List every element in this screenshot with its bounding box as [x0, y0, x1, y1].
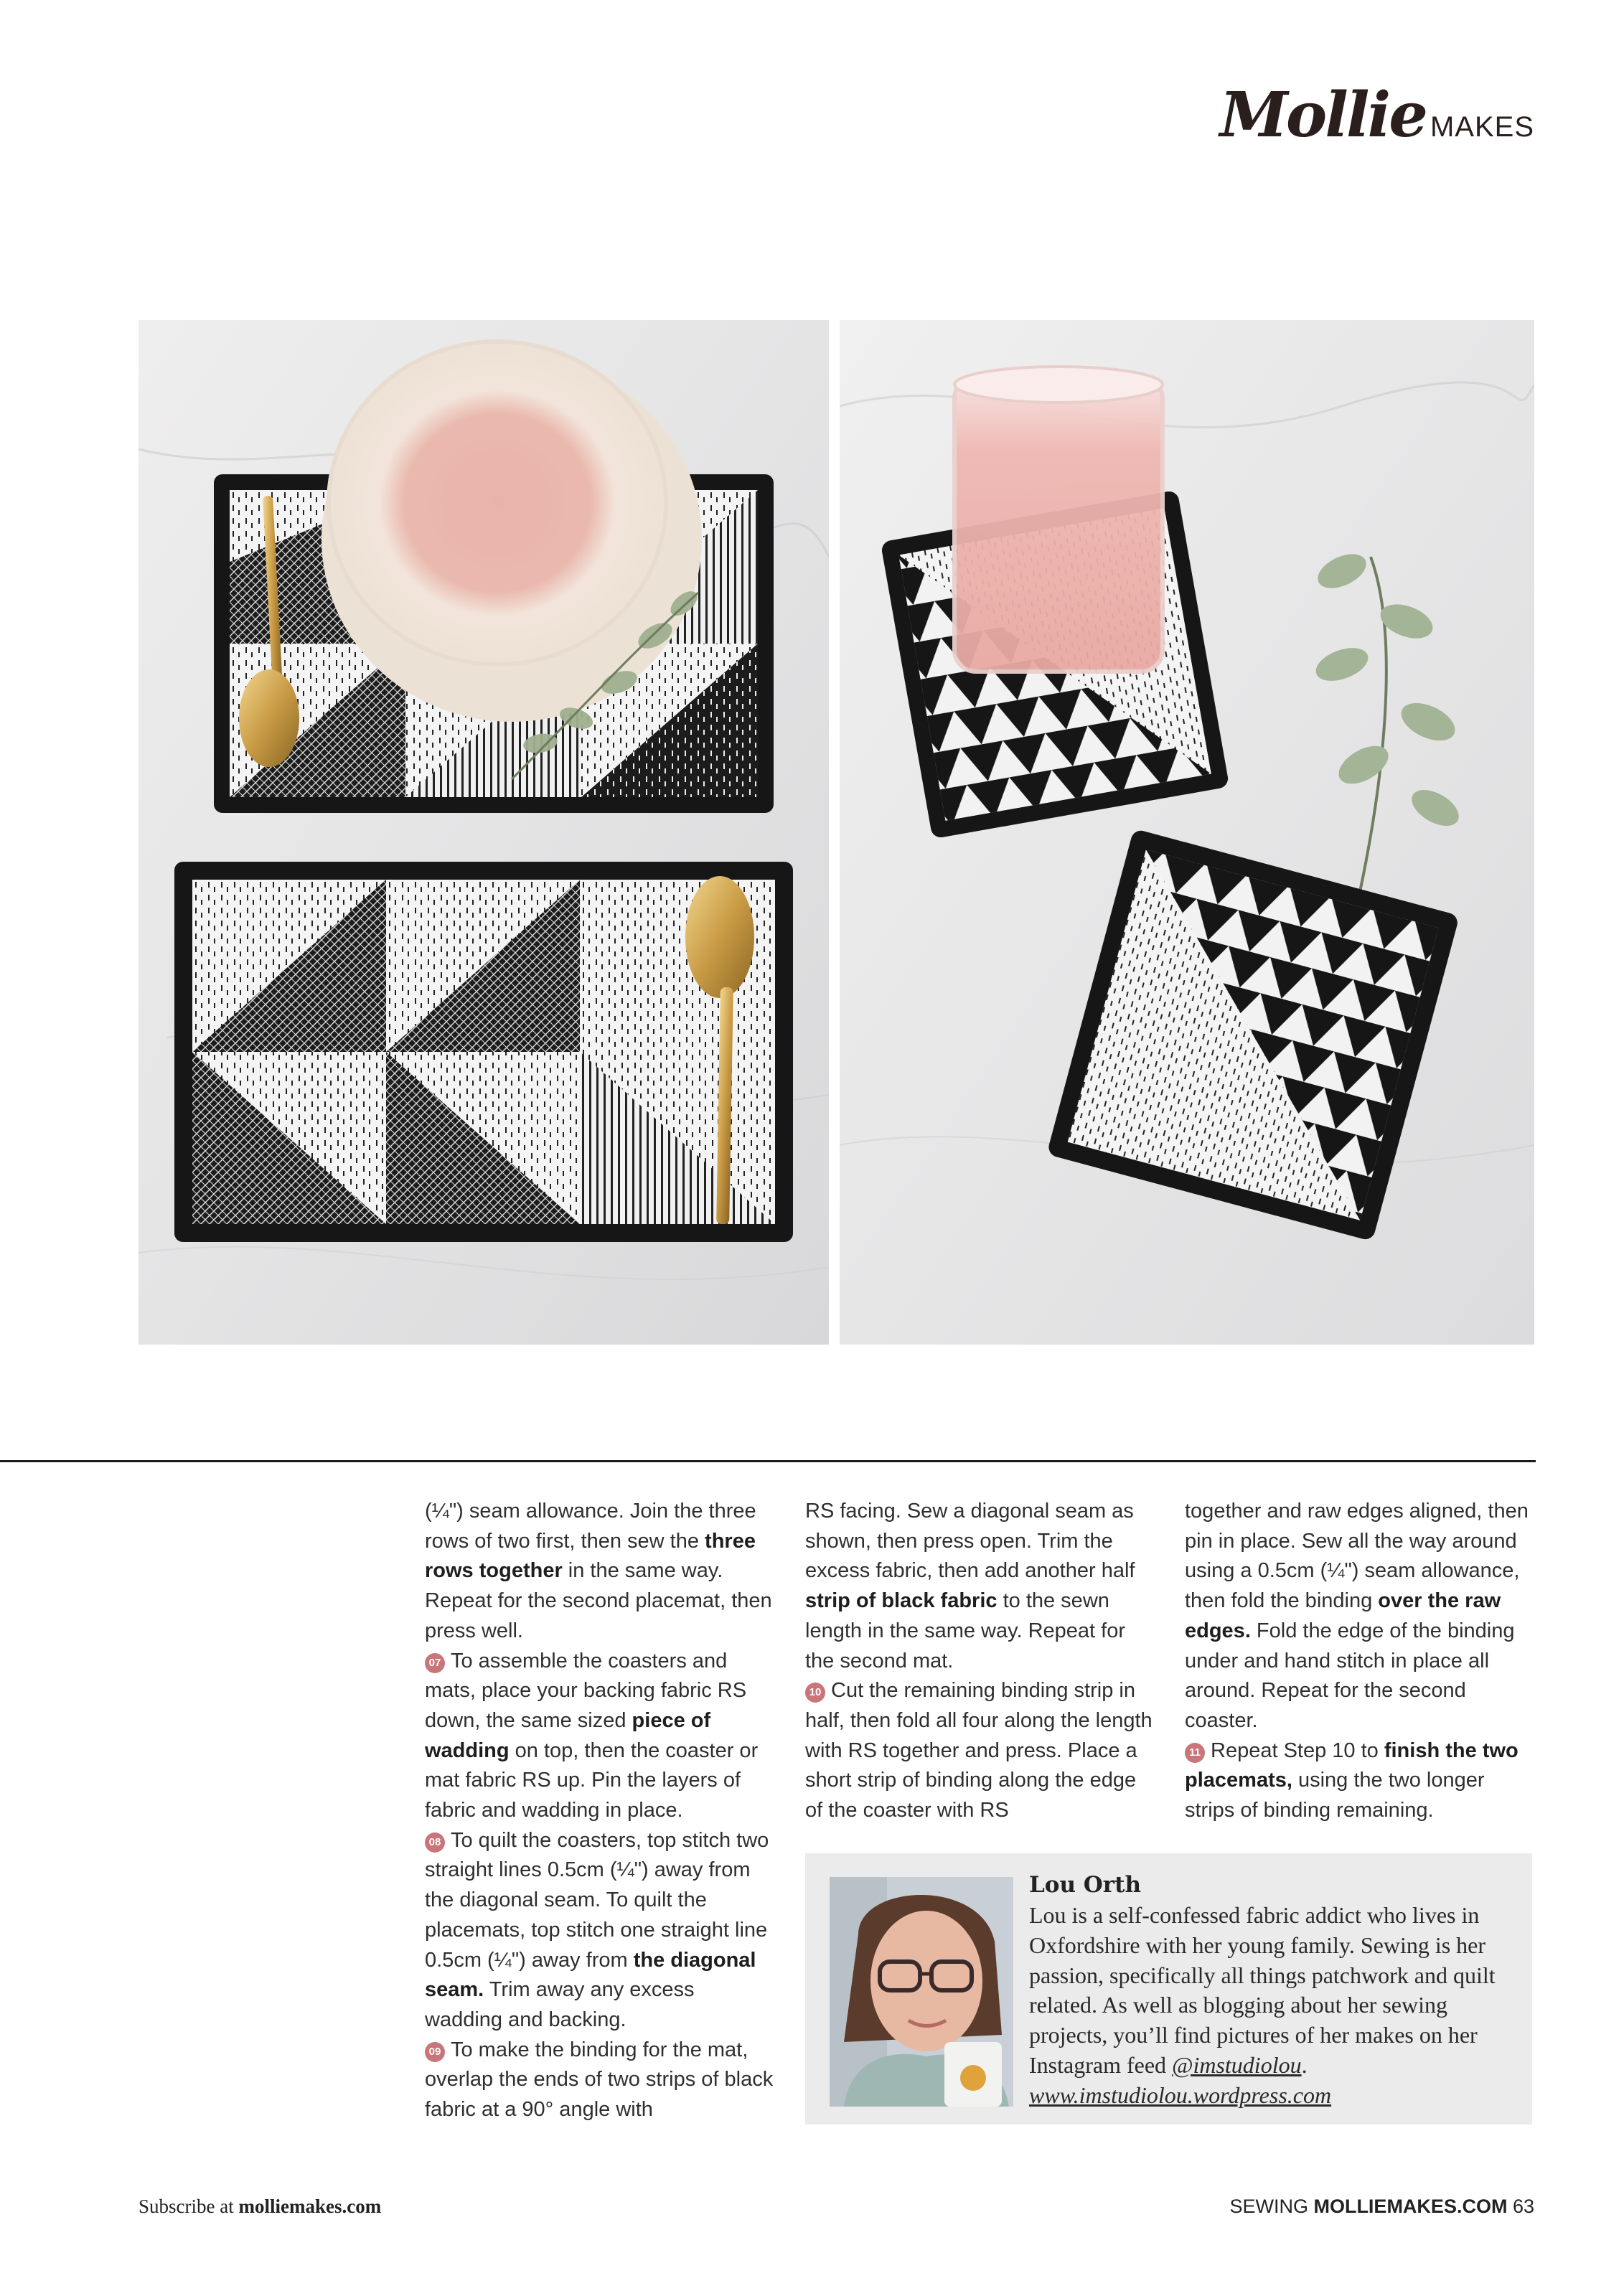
instruction-text: (¼") seam allowance. Join the three rows of two first, then sew the [425, 1500, 756, 1553]
page-number: 63 [1507, 2196, 1534, 2217]
instruction-text: together and raw edges aligned, then pin in place. Sew all the way around using a 0.5cm (¼") seam allowance, then fold the binding [1185, 1500, 1529, 1613]
page-footer [1229, 2196, 1534, 2218]
placemats-photo [139, 320, 829, 1345]
instruction-paragraph [425, 1497, 776, 2125]
author-bio-box [805, 1853, 1532, 2125]
bold-phrase: the diagonal seam. [425, 1948, 756, 2002]
instruction-text: using the two longer strips of binding remaining. [1185, 1769, 1485, 1822]
instruction-text: Cut the remaining binding strip in half, then fold all four along the length with RS together and press. Place a short strip of binding along the edge of the coaster with RS [805, 1679, 1153, 1822]
step-number-badge: 11 [1185, 1743, 1205, 1763]
section-label: SEWING [1229, 2196, 1314, 2217]
site-label: MOLLIEMAKES.COM [1313, 2196, 1508, 2217]
step-number-badge: 09 [425, 2042, 445, 2062]
bold-phrase: over the raw edges. [1185, 1589, 1501, 1642]
instruction-text: on top, then the coaster or mat fabric RS up. Pin the layers of fabric and wadding in place. [425, 1739, 759, 1822]
instructions-column-3 [1185, 1497, 1536, 1826]
instagram-link[interactable]: @imstudiolou [1172, 2051, 1302, 2078]
bio-period: . [1301, 2051, 1308, 2078]
instruction-text: To make the binding for the mat, overlap the ends of two strips of black fabric at a 90° angle with [425, 2038, 774, 2122]
step-number-badge: 07 [425, 1653, 445, 1673]
bold-phrase: three rows together [425, 1529, 756, 1583]
instruction-text: to the sewn length in the same way. Repeat for the second mat. [805, 1589, 1125, 1672]
author-bio-text [1029, 1901, 1517, 2111]
author-name: Lou Orth [1029, 1872, 1141, 1898]
website-link[interactable]: www.imstudiolou.wordpress.com [1029, 2081, 1332, 2108]
subscribe-site[interactable]: molliemakes.com [238, 2196, 382, 2217]
bio-paragraph: Lou is a self-confessed fabric addict who lives in Oxfordshire with her young family. Sewing is her passion, specifically all things patchwork and quilt related. As well as blogging about her sewing projects, you’ll find pictures of her makes on her Instagram feed [1029, 1902, 1496, 2078]
bold-phrase: finish the two placemats, [1185, 1739, 1519, 1792]
subscribe-footer [139, 2196, 381, 2218]
mollie-makes-logo [1220, 79, 1534, 151]
author-photo [830, 1877, 1013, 2107]
coasters-photo [840, 320, 1534, 1345]
instruction-text: To assemble the coasters and mats, place your backing fabric RS down, the same sized [425, 1649, 747, 1732]
instruction-text: Fold the edge of the binding under and hand stitch in place all around. Repeat for the second coaster. [1185, 1619, 1515, 1732]
instruction-paragraph [805, 1497, 1157, 1826]
instruction-text: Trim away any excess wadding and backing. [425, 1978, 695, 2031]
step-number-badge: 10 [805, 1683, 825, 1703]
instruction-paragraph [1185, 1497, 1536, 1826]
subscribe-text: Subscribe at [139, 2196, 239, 2217]
instructions-column-2 [805, 1497, 1157, 1826]
logo-script: Mollie [1219, 79, 1426, 151]
instruction-text: RS facing. Sew a diagonal seam as shown, then press open. Trim the excess fabric, then add another half [805, 1500, 1135, 1583]
bold-phrase: piece of wadding [425, 1708, 711, 1762]
step-number-badge: 08 [425, 1832, 445, 1853]
instruction-text: To quilt the coasters, top stitch two straight lines 0.5cm (¼") away from the diagonal seam. To quilt the placemats, top stitch one straight line 0.5cm (¼") away from [425, 1828, 769, 1972]
logo-word: MAKES [1430, 111, 1534, 143]
section-divider [0, 1460, 1536, 1462]
instructions-column-1 [425, 1497, 776, 2125]
instruction-text: Repeat Step 10 to [1211, 1739, 1384, 1762]
bold-phrase: strip of black fabric [805, 1589, 998, 1613]
instruction-text: in the same way. Repeat for the second placemat, then press well. [425, 1559, 772, 1642]
